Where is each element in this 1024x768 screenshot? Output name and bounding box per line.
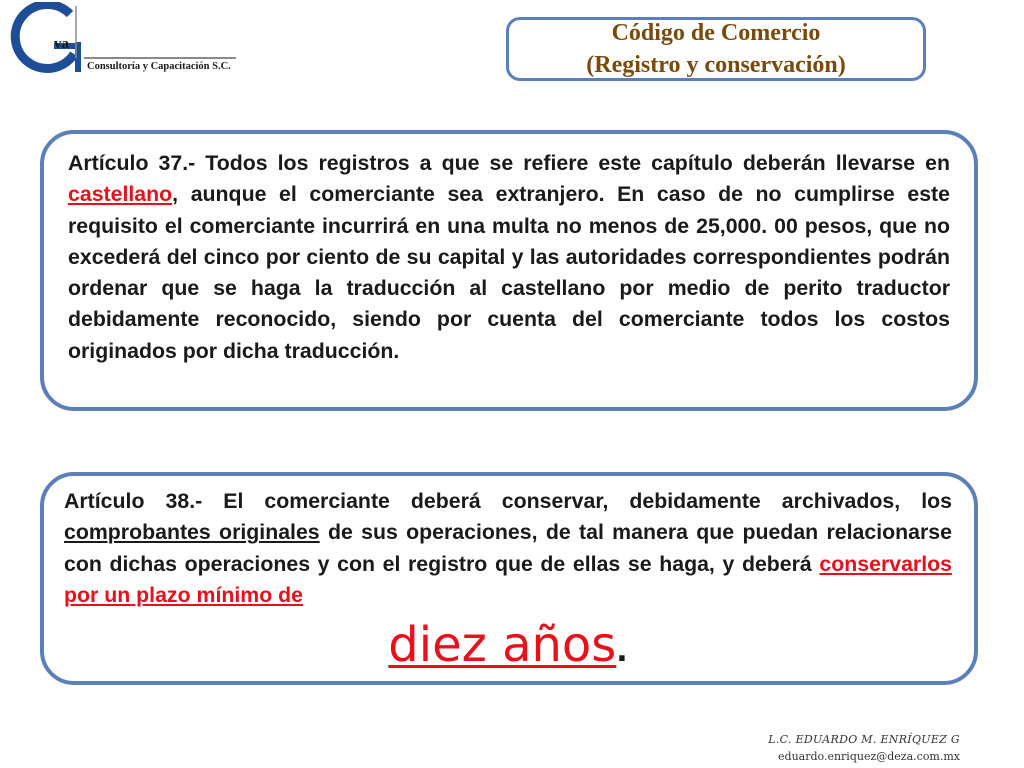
footer <box>768 731 960 765</box>
article-38-text <box>64 486 952 611</box>
article-38-underlined: comprobantes originales <box>64 520 320 545</box>
article-38-highlight: conservarlos por un plazo mínimo de <box>64 551 952 607</box>
article-37-highlight: castellano <box>68 182 173 207</box>
logo-caption: Consultoría y Capacitación S.C. <box>87 61 231 72</box>
article-37-panel <box>40 130 978 411</box>
footer-email: eduardo.enriquez@deza.com.mx <box>778 750 960 763</box>
article-38-emphasis <box>64 617 952 685</box>
company-logo <box>4 2 264 80</box>
article-37-after: , aunque el comerciante sea extranjero. En caso de no cumplirse este requisito el comerciante incurrirá en una multa no menos de 25,000. 00 pesos, que no excederá del cinco por ciento de su capital y las autoridades correspondientes podrán ordenar que se haga la traducción al castellano por medio de perito traductor debidamente reconocido, siendo por cuenta del comerciante todos los costos originados por dicha traducción. <box>68 182 950 363</box>
footer-author: L.C. EDUARDO M. ENRÍQUEZ G <box>768 733 960 746</box>
article-38-part2: de sus operaciones, de tal manera que puedan relacionarse con dichas operaciones y con el registro que de ellas se haga, y deberá <box>64 520 952 576</box>
title-line-2: (Registro y conservación) <box>586 52 846 78</box>
article-38-part1: Artículo 38.- El comerciante deberá conservar, debidamente archivados, los <box>64 489 952 513</box>
ten-years-period: . <box>616 634 628 670</box>
article-37-text <box>68 148 950 367</box>
ten-years-text: diez años <box>388 617 617 674</box>
article-37-before: Artículo 37.- Todos los registros a que se refiere este capítulo deberán llevarse en <box>68 151 950 175</box>
title-box <box>506 17 926 81</box>
article-38-panel <box>40 472 978 685</box>
logo-letters: va <box>54 36 69 52</box>
title-line-1: Código de Comercio <box>611 20 821 46</box>
